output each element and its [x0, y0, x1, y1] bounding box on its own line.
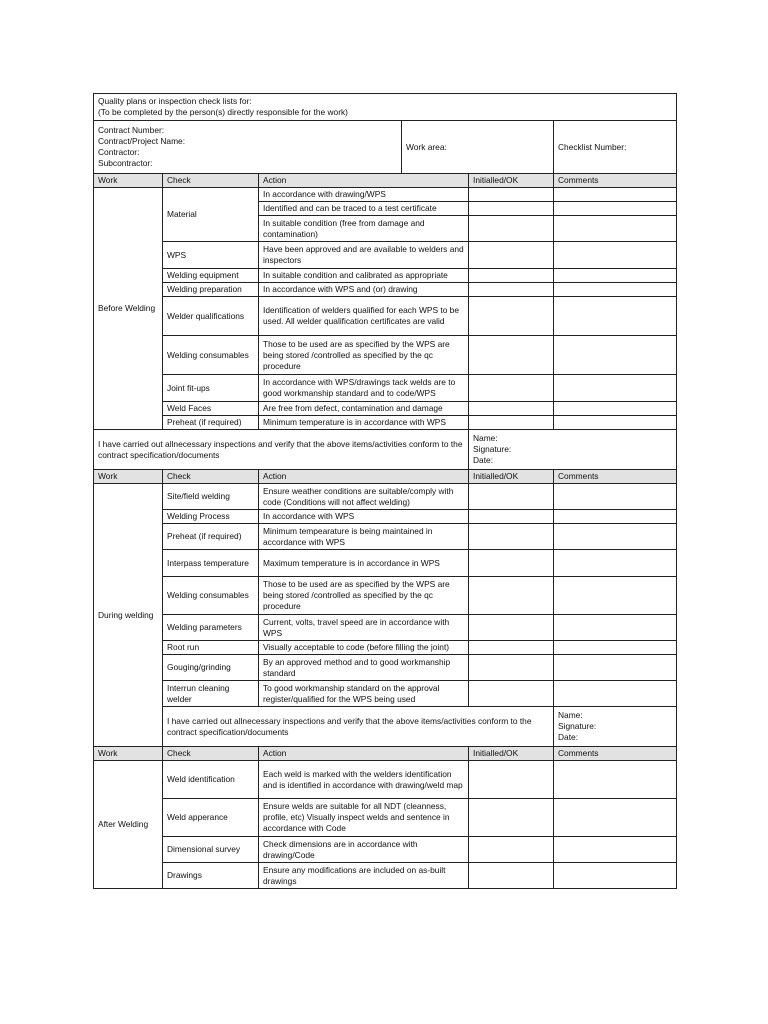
table-row	[94, 484, 677, 510]
check-cell: Interpass temperature	[163, 550, 259, 577]
action-cell: Those to be used are as specified by the WPS are being stored /controlled as specified by the qc procedure	[259, 336, 469, 375]
check-cell: Dimensional survey	[163, 837, 259, 863]
action-cell: Those to be used are as specified by the WPS are being stored /controlled as specified by the qc procedure	[259, 577, 469, 615]
initialled-cell[interactable]	[469, 681, 554, 707]
check-cell: Joint fit-ups	[163, 375, 259, 402]
table-row	[94, 837, 677, 863]
action-cell: Have been approved and are available to welders and inspectors	[259, 242, 469, 269]
table-row	[94, 550, 677, 577]
table-row	[94, 336, 677, 375]
header-check: Check	[163, 747, 259, 761]
check-cell: Weld identification	[163, 761, 259, 799]
project-name-label: Contract/Project Name:	[98, 136, 186, 146]
comments-cell[interactable]	[554, 402, 677, 416]
signoff-field[interactable]	[469, 430, 677, 470]
comments-cell[interactable]	[554, 242, 677, 269]
header-work: Work	[94, 174, 163, 188]
table-row	[94, 641, 677, 655]
initialled-cell[interactable]	[469, 242, 554, 269]
header-comments: Comments	[554, 470, 677, 484]
subcontractor-label: Subcontractor:	[98, 158, 153, 168]
comments-cell[interactable]	[554, 188, 677, 202]
intro-cell	[94, 94, 677, 121]
action-cell: Ensure welds are suitable for all NDT (cleanness, profile, etc) Visually inspect welds and sentence in accordance with Code	[259, 799, 469, 837]
comments-cell[interactable]	[554, 416, 677, 430]
work-stage-cell: Before Welding	[94, 188, 163, 430]
check-cell: Interrun cleaning welder	[163, 681, 259, 707]
comments-cell[interactable]	[554, 283, 677, 297]
check-cell: Welding preparation	[163, 283, 259, 297]
initialled-cell[interactable]	[469, 615, 554, 641]
table-header-row	[94, 470, 677, 484]
checklist-number-label: Checklist Number:	[558, 141, 627, 152]
header-check: Check	[163, 174, 259, 188]
initialled-cell[interactable]	[469, 375, 554, 402]
table-row	[94, 681, 677, 707]
action-cell: Visually acceptable to code (before filling the joint)	[259, 641, 469, 655]
comments-cell[interactable]	[554, 837, 677, 863]
signature-label: Signature:	[558, 721, 597, 731]
date-label: Date:	[558, 732, 579, 742]
table-row	[94, 524, 677, 550]
contract-number-label: Contract Number:	[98, 125, 165, 135]
declaration-row	[94, 430, 677, 470]
table-row	[94, 761, 677, 799]
check-cell: Preheat (if required)	[163, 524, 259, 550]
header-comments: Comments	[554, 174, 677, 188]
action-cell: Identification of welders qualified for each WPS to be used. All welder qualification certificates are valid	[259, 297, 469, 336]
check-cell: Welding Process	[163, 510, 259, 524]
check-cell: Welding parameters	[163, 615, 259, 641]
header-initialled: Initialled/OK	[469, 174, 554, 188]
action-cell: Each weld is marked with the welders identification and is identified in accordance with drawing/weld map	[259, 761, 469, 799]
check-cell: Weld Faces	[163, 402, 259, 416]
action-cell: Are free from defect, contamination and damage	[259, 402, 469, 416]
comments-cell[interactable]	[554, 641, 677, 655]
comments-cell[interactable]	[554, 202, 677, 216]
header-work: Work	[94, 470, 163, 484]
table-row	[94, 375, 677, 402]
header-work: Work	[94, 747, 163, 761]
intro-title: Quality plans or inspection check lists for:	[98, 96, 252, 106]
table-row	[94, 615, 677, 641]
table-row	[94, 577, 677, 615]
work-area-label: Work area:	[406, 141, 447, 152]
action-cell: Check dimensions are in accordance with drawing/Code	[259, 837, 469, 863]
comments-cell[interactable]	[554, 655, 677, 681]
initialled-cell[interactable]	[469, 524, 554, 550]
header-check: Check	[163, 470, 259, 484]
initialled-cell[interactable]	[469, 837, 554, 863]
initialled-cell[interactable]	[469, 336, 554, 375]
table-row	[94, 402, 677, 416]
check-cell: WPS	[163, 242, 259, 269]
initialled-cell[interactable]	[469, 550, 554, 577]
comments-cell[interactable]	[554, 524, 677, 550]
table-row	[94, 269, 677, 283]
action-cell: Identified and can be traced to a test certificate	[259, 202, 469, 216]
action-cell: Current, volts, travel speed are in accordance with WPS	[259, 615, 469, 641]
initialled-cell[interactable]	[469, 283, 554, 297]
check-cell: Root run	[163, 641, 259, 655]
table-row	[94, 799, 677, 837]
action-cell: In suitable condition (free from damage and contamination)	[259, 216, 469, 242]
comments-cell[interactable]	[554, 615, 677, 641]
contract-info-row	[94, 121, 677, 174]
check-cell: Welding consumables	[163, 577, 259, 615]
initialled-cell[interactable]	[469, 269, 554, 283]
checklist-number-field[interactable]	[554, 121, 677, 174]
work-stage-cell: During welding	[94, 484, 163, 747]
initialled-cell[interactable]	[469, 655, 554, 681]
check-cell: Gouging/grinding	[163, 655, 259, 681]
action-cell: In accordance with WPS and (or) drawing	[259, 283, 469, 297]
table-row	[94, 510, 677, 524]
contract-details-field[interactable]	[94, 121, 402, 174]
initialled-cell[interactable]	[469, 188, 554, 202]
action-cell: In accordance with WPS	[259, 510, 469, 524]
signature-label: Signature:	[473, 444, 512, 454]
check-cell: Welder qualifications	[163, 297, 259, 336]
name-label: Name:	[558, 710, 583, 720]
header-action: Action	[259, 174, 469, 188]
date-label: Date:	[473, 455, 494, 465]
contractor-label: Contractor:	[98, 147, 140, 157]
intro-row	[94, 94, 677, 121]
table-row	[94, 863, 677, 889]
comments-cell[interactable]	[554, 269, 677, 283]
header-comments: Comments	[554, 747, 677, 761]
comments-cell[interactable]	[554, 761, 677, 799]
check-cell: Material	[163, 188, 259, 242]
table-row	[94, 655, 677, 681]
check-cell: Preheat (if required)	[163, 416, 259, 430]
check-cell: Weld apperance	[163, 799, 259, 837]
comments-cell[interactable]	[554, 681, 677, 707]
comments-cell[interactable]	[554, 799, 677, 837]
initialled-cell[interactable]	[469, 641, 554, 655]
header-initialled: Initialled/OK	[469, 747, 554, 761]
comments-cell[interactable]	[554, 216, 677, 242]
work-stage-cell: After Welding	[94, 761, 163, 889]
action-cell: In accordance with WPS/drawings tack welds are to good workmanship standard and to code/WPS	[259, 375, 469, 402]
initialled-cell[interactable]	[469, 416, 554, 430]
check-cell: Welding consumables	[163, 336, 259, 375]
action-cell: By an approved method and to good workmanship standard	[259, 655, 469, 681]
initialled-cell[interactable]	[469, 761, 554, 799]
action-cell: In suitable condition and calibrated as appropriate	[259, 269, 469, 283]
initialled-cell[interactable]	[469, 216, 554, 242]
comments-cell[interactable]	[554, 577, 677, 615]
comments-cell[interactable]	[554, 550, 677, 577]
initialled-cell[interactable]	[469, 402, 554, 416]
table-row	[94, 297, 677, 336]
action-cell: Minimum tempearature is being maintained in accordance with WPS	[259, 524, 469, 550]
action-cell: To good workmanship standard on the approval register/qualified for the WPS being used	[259, 681, 469, 707]
header-initialled: Initialled/OK	[469, 470, 554, 484]
inspection-checklist-table	[93, 93, 677, 889]
intro-note: (To be completed by the person(s) directly responsible for the work)	[98, 107, 348, 117]
initialled-cell[interactable]	[469, 863, 554, 889]
comments-cell[interactable]	[554, 484, 677, 510]
header-action: Action	[259, 470, 469, 484]
declaration-text: I have carried out allnecessary inspections and verify that the above items/activities conform to the contract specification/documents	[163, 707, 554, 747]
comments-cell[interactable]	[554, 297, 677, 336]
table-header-row	[94, 747, 677, 761]
action-cell: Minimum temperature is in accordance with WPS	[259, 416, 469, 430]
check-cell: Welding equipment	[163, 269, 259, 283]
declaration-text: I have carried out allnecessary inspections and verify that the above items/activities conform to the contract specification/documents	[94, 430, 469, 470]
initialled-cell[interactable]	[469, 799, 554, 837]
table-row	[94, 242, 677, 269]
action-cell: Maximum temperature is in accordance in WPS	[259, 550, 469, 577]
table-header-row	[94, 174, 677, 188]
comments-cell[interactable]	[554, 375, 677, 402]
declaration-row	[94, 707, 677, 747]
signoff-field[interactable]	[554, 707, 677, 747]
initialled-cell[interactable]	[469, 297, 554, 336]
comments-cell[interactable]	[554, 336, 677, 375]
initialled-cell[interactable]	[469, 577, 554, 615]
header-action: Action	[259, 747, 469, 761]
check-cell: Drawings	[163, 863, 259, 889]
comments-cell[interactable]	[554, 510, 677, 524]
work-area-field[interactable]	[402, 121, 554, 174]
table-row	[94, 188, 677, 202]
action-cell: Ensure weather conditions are suitable/comply with code (Conditions will not affect welding)	[259, 484, 469, 510]
name-label: Name:	[473, 433, 498, 443]
initialled-cell[interactable]	[469, 202, 554, 216]
table-row	[94, 416, 677, 430]
comments-cell[interactable]	[554, 863, 677, 889]
action-cell: Ensure any modifications are included on as-built drawings	[259, 863, 469, 889]
initialled-cell[interactable]	[469, 510, 554, 524]
initialled-cell[interactable]	[469, 484, 554, 510]
action-cell: In accordance with drawing/WPS	[259, 188, 469, 202]
table-row	[94, 283, 677, 297]
check-cell: Site/field welding	[163, 484, 259, 510]
